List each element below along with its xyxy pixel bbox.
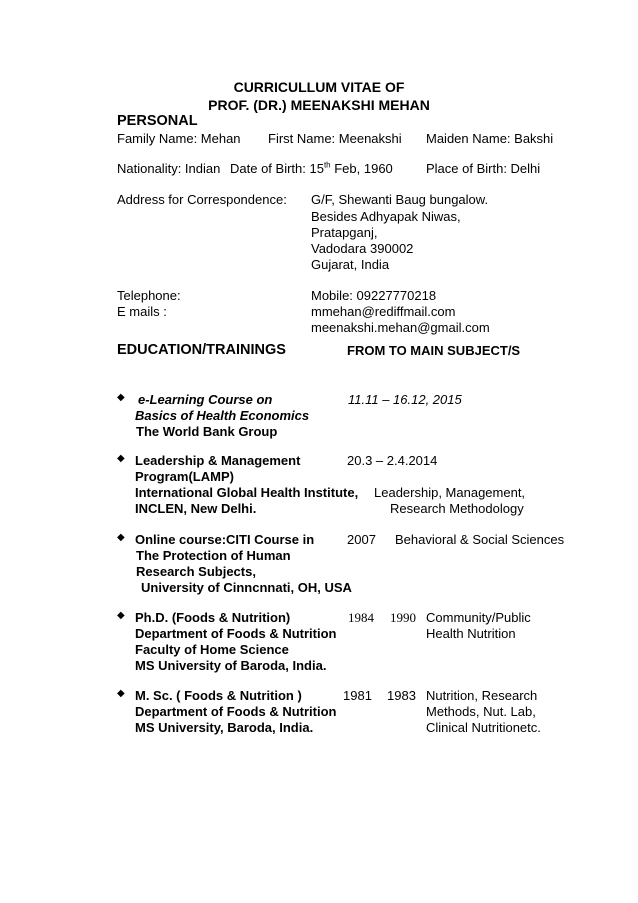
address-label: Address for Correspondence: — [117, 192, 287, 207]
address-line: Vadodara 390002 — [311, 241, 414, 256]
cv-name: PROF. (DR.) MEENAKSHI MEHAN — [208, 97, 430, 113]
item-line: International Global Health Institute, — [135, 485, 359, 500]
item-line: The World Bank Group — [136, 424, 278, 439]
email-link[interactable]: meenakshi.mehan@gmail.com — [311, 320, 490, 335]
personal-heading: PERSONAL — [117, 113, 198, 129]
item-line: M. Sc. ( Foods & Nutrition ) — [135, 688, 302, 703]
item-dates: 20.3 – 2.4.2014 — [347, 453, 438, 468]
dob-rest: Feb, 1960 — [330, 161, 393, 176]
bullet-icon: ◆ — [117, 688, 125, 699]
first-name: First Name: Meenakshi — [268, 131, 402, 146]
bullet-icon: ◆ — [117, 532, 125, 543]
address-line: Besides Adhyapak Niwas, — [311, 209, 461, 224]
item-subject: Methods, Nut. Lab, — [426, 704, 536, 719]
bullet-icon: ◆ — [117, 453, 125, 464]
item-subject: Health Nutrition — [426, 626, 516, 641]
item-from: 1984 — [348, 610, 374, 625]
item-line: The Protection of Human — [136, 548, 291, 563]
item-subject: Research Methodology — [390, 501, 524, 516]
item-subject: Nutrition, Research — [426, 688, 538, 703]
dob-sup: th — [323, 160, 331, 170]
telephone-value: Mobile: 09227770218 — [311, 288, 437, 303]
item-line: University of Cinncnnati, OH, USA — [141, 580, 352, 595]
address-line: Gujarat, India — [311, 257, 390, 272]
item-subject: Leadership, Management, — [374, 485, 526, 500]
item-line: e-Learning Course on — [138, 392, 273, 407]
item-line: Online course:CITI Course in — [135, 532, 315, 547]
item-subject: Behavioral & Social Sciences — [395, 532, 565, 547]
item-line: Research Subjects, — [136, 564, 256, 579]
item-to: 1990 — [390, 610, 416, 625]
education-heading: EDUCATION/TRAININGS — [117, 342, 286, 358]
item-line: Leadership & Management — [135, 453, 301, 468]
item-dates: 11.11 – 16.12, 2015 — [348, 392, 462, 407]
item-line: Program(LAMP) — [135, 469, 234, 484]
date-of-birth — [230, 161, 393, 177]
telephone-label: Telephone: — [117, 288, 181, 303]
item-line: MS University, Baroda, India. — [135, 720, 314, 735]
item-line: Basics of Health Economics — [135, 408, 310, 423]
item-line: Department of Foods & Nutrition — [135, 704, 337, 719]
item-subject: Clinical Nutritionetc. — [426, 720, 541, 735]
item-line: Faculty of Home Science — [135, 642, 289, 657]
item-line: MS University of Baroda, India. — [135, 658, 327, 673]
bullet-icon: ◆ — [117, 610, 125, 621]
address-line: G/F, Shewanti Baug bungalow. — [311, 192, 489, 207]
item-subject: Community/Public — [426, 610, 531, 625]
cv-title: CURRICULLUM VITAE OF — [233, 79, 405, 95]
item-from: 2007 — [347, 532, 376, 547]
dob-label: Date of Birth: 15 — [230, 161, 324, 176]
address-line: Pratapganj, — [311, 225, 378, 240]
family-name: Family Name: Mehan — [117, 131, 241, 146]
emails-label: E mails : — [117, 304, 167, 319]
item-line: INCLEN, New Delhi. — [135, 501, 257, 516]
maiden-name: Maiden Name: Bakshi — [426, 131, 554, 146]
place-of-birth: Place of Birth: Delhi — [426, 161, 541, 176]
item-to: 1983 — [387, 688, 416, 703]
item-from: 1981 — [343, 688, 372, 703]
item-line: Ph.D. (Foods & Nutrition) — [135, 610, 291, 625]
bullet-icon: ◆ — [117, 392, 125, 403]
nationality: Nationality: Indian — [117, 161, 221, 176]
item-line: Department of Foods & Nutrition — [135, 626, 337, 641]
email-link[interactable]: mmehan@rediffmail.com — [311, 304, 456, 319]
education-columns: FROM TO MAIN SUBJECT/S — [347, 343, 521, 358]
